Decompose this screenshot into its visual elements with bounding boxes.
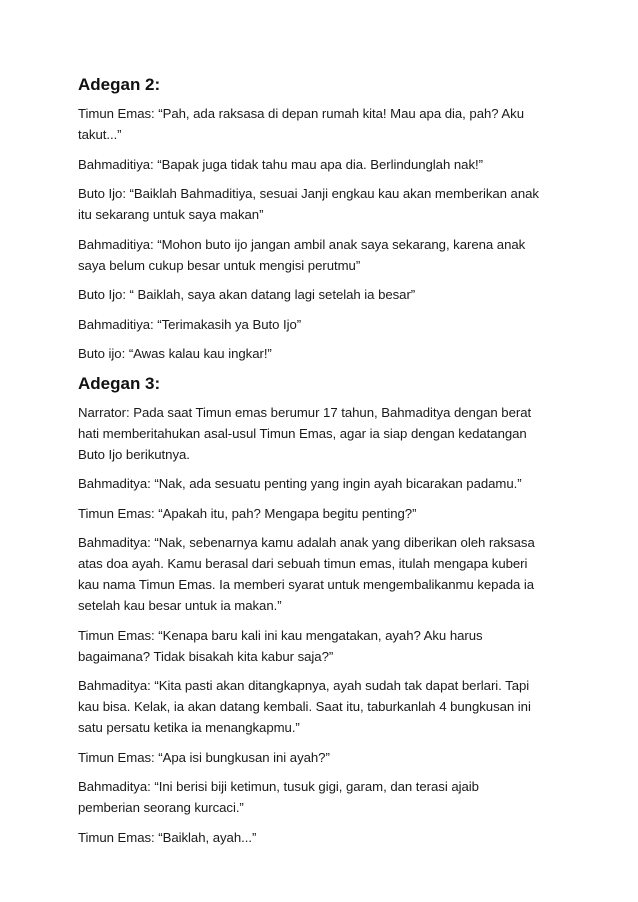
section-heading: Adegan 3:	[78, 373, 161, 393]
dialogue-paragraph	[78, 532, 564, 616]
text-line: Bahmaditiya: “Mohon buto ijo jangan ambil anak saya sekarang, karena anak	[78, 236, 526, 252]
text-line: Bahmaditiya: “Bapak juga tidak tahu mau apa dia. Berlindunglah nak!”	[78, 156, 483, 172]
text-line: Timun Emas: “Pah, ada raksasa di depan rumah kita! Mau apa dia, pah? Aku	[78, 106, 525, 121]
text-line: Bahmaditya: “Kita pasti akan ditangkapnya, ayah sudah tak dapat berlari. Tapi	[78, 678, 530, 693]
text-line: itu sekarang untuk saya makan”	[78, 207, 264, 222]
dialogue-paragraph	[78, 776, 564, 818]
dialogue-paragraph	[78, 503, 564, 524]
text-line: Narrator: Pada saat Timun emas berumur 17 tahun, Bahmaditya dengan berat	[78, 404, 532, 420]
text-line: kau nama Timun Emas. Ia memberi syarat untuk mengembalikanmu kepada ia	[78, 577, 535, 592]
text-line: takut...”	[78, 127, 122, 142]
text-line: Buto ijo: “Awas kalau kau ingkar!”	[78, 346, 272, 361]
dialogue-paragraph	[78, 675, 564, 738]
text-line: Bahmaditya: “Ini berisi biji ketimun, tusuk gigi, garam, dan terasi ajaib	[78, 779, 479, 794]
text-line: Buto Ijo: “Baiklah Bahmaditiya, sesuai Janji engkau kau akan memberikan anak	[78, 186, 539, 201]
document-page	[78, 74, 564, 856]
text-line: Buto Ijo: “ Baiklah, saya akan datang lagi setelah ia besar”	[78, 287, 416, 302]
dialogue-paragraph	[78, 473, 564, 494]
dialogue-paragraph	[78, 183, 564, 225]
text-line: Bahmaditya: “Nak, sebenarnya kamu adalah anak yang diberikan oleh raksasa	[78, 535, 535, 550]
text-line: hati memberitahukan asal-usul Timun Emas, agar ia siap dengan kedatangan	[78, 425, 527, 441]
text-line: Timun Emas: “Apa isi bungkusan ini ayah?”	[78, 749, 330, 765]
dialogue-paragraph	[78, 827, 564, 848]
dialogue-paragraph	[78, 103, 564, 145]
dialogue-paragraph	[78, 284, 564, 305]
dialogue-paragraph	[78, 314, 564, 335]
text-line: satu persatu ketika ia menangkapmu.”	[78, 720, 300, 735]
dialogue-paragraph	[78, 625, 564, 667]
text-line: Timun Emas: “Baiklah, ayah...”	[78, 829, 257, 845]
text-line: bagaimana? Tidak bisakah kita kabur saja?”	[78, 648, 334, 664]
text-line: Bahmaditya: “Nak, ada sesuatu penting yang ingin ayah bicarakan padamu.”	[78, 476, 522, 491]
dialogue-paragraph	[78, 343, 564, 364]
text-line: Bahmaditiya: “Terimakasih ya Buto Ijo”	[78, 316, 302, 332]
dialogue-paragraph	[78, 154, 564, 175]
dialogue-paragraph	[78, 234, 564, 276]
text-line: Buto Ijo berikutnya.	[78, 446, 190, 462]
dialogue-paragraph	[78, 402, 564, 465]
section-heading: Adegan 2:	[78, 75, 161, 94]
text-line: Timun Emas: “Apakah itu, pah? Mengapa begitu penting?”	[78, 505, 417, 521]
text-line: Timun Emas: “Kenapa baru kali ini kau mengatakan, ayah? Aku harus	[78, 627, 483, 643]
text-line: saya belum cukup besar untuk mengisi perutmu”	[78, 257, 361, 273]
text-line: atas doa ayah. Kamu berasal dari sebuah timun emas, itulah mengapa kuberi	[78, 556, 528, 571]
dialogue-paragraph	[78, 747, 564, 768]
text-line: pemberian seorang kurcaci.”	[78, 800, 244, 815]
text-line: kau bisa. Kelak, ia akan datang kembali. Saat itu, taburkanlah 4 bungkusan ini	[78, 699, 531, 714]
text-line: setelah kau besar untuk ia makan.”	[78, 598, 282, 613]
